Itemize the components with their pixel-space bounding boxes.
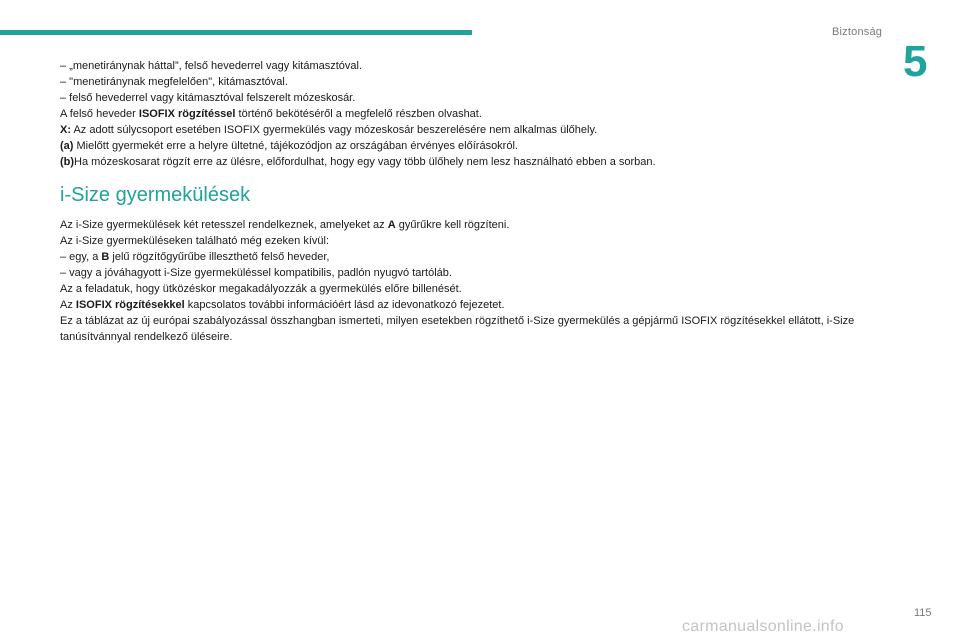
legend-note — [60, 138, 900, 154]
header-accent-bar — [0, 30, 472, 35]
text-run: Mielőtt gyermekét erre a helyre ültetné, tájékozódjon az országában érvényes előírásokról. — [73, 140, 518, 152]
note-key: (a) — [60, 140, 74, 152]
list-item — [60, 249, 900, 265]
list-item: – "menetiránynak megfelelően", kitámasztóval. — [60, 76, 288, 88]
page-content — [60, 58, 900, 345]
watermark-text: carmanualsonline.info — [682, 618, 844, 635]
text-run: Az i-Size gyermekülések két retesszel rendelkeznek, amelyeket az — [60, 219, 388, 231]
paragraph — [60, 106, 900, 122]
text-run: gyűrűkre kell rögzíteni. — [395, 219, 510, 231]
text-run: – egy, a — [60, 251, 102, 263]
text-run: történő bekötéséről a megfelelő részben olvashat. — [235, 108, 482, 120]
note-key: X: — [60, 124, 71, 136]
paragraph — [60, 217, 900, 233]
legend-note — [60, 154, 900, 170]
paragraph — [60, 297, 900, 313]
legend-note — [60, 122, 900, 138]
chapter-number: 5 — [903, 37, 928, 86]
text-run: A felső heveder — [60, 108, 139, 120]
paragraph: Ez a táblázat az új európai szabályozással összhangban ismerteti, milyen esetekben rögzíthető i-Size gyermekülés a gépjármű ISOFIX rögzítésekkel ellátott, i-Size tanúsítvánnyal rendelkező üléseire. — [60, 315, 855, 343]
text-run: Ha mózeskosarat rögzít erre az ülésre, előfordulhat, hogy egy vagy több ülőhely nem lesz használható ebben a sorban. — [74, 156, 656, 168]
paragraph: Az i-Size gyermeküléseken található még ezeken kívül: — [60, 235, 330, 247]
text-run: Az adott súlycsoport esetében ISOFIX gyermekülés vagy mózeskosár beszerelésére nem alkalmas ülőhely. — [71, 124, 598, 136]
text-run: jelű rögzítőgyűrűbe illeszthető felső heveder, — [109, 251, 330, 263]
list-item: – „menetiránynak háttal”, felső hevederrel vagy kitámasztóval. — [60, 60, 363, 72]
section-title: i-Size gyermekülések — [60, 184, 251, 206]
bold-term: A — [387, 219, 396, 231]
section-name: Biztonság — [832, 26, 883, 38]
paragraph: Az a feladatuk, hogy ütközéskor megakadályozzák a gyermekülés előre billenését. — [60, 283, 462, 295]
bold-term: B — [101, 251, 110, 263]
list-item: – felső hevederrel vagy kitámasztóval felszerelt mózeskosár. — [60, 92, 356, 104]
bold-term: ISOFIX rögzítésekkel — [75, 299, 185, 311]
page-number: 115 — [914, 607, 932, 619]
note-key: (b) — [60, 156, 75, 168]
bold-term: ISOFIX rögzítéssel — [138, 108, 236, 120]
text-run: kapcsolatos további információért lásd az idevonatkozó fejezetet. — [184, 299, 505, 311]
text-run: Az — [60, 299, 76, 311]
list-item: – vagy a jóváhagyott i-Size gyermeküléssel kompatibilis, padlón nyugvó tartóláb. — [60, 267, 452, 279]
